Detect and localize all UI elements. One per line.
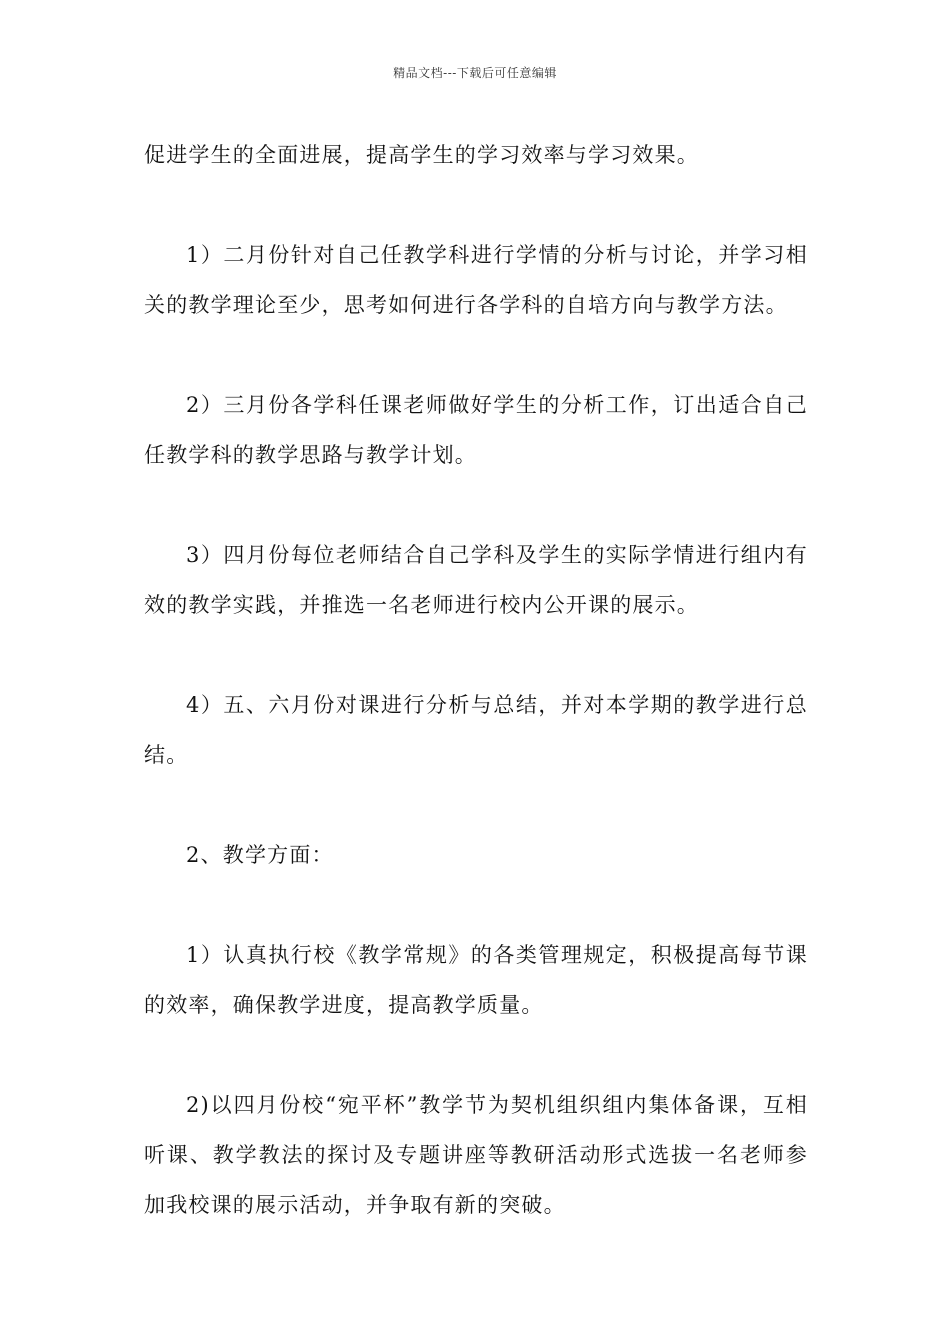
paragraph-item-3: 3）四月份每位老师结合自己学科及学生的实际学情进行组内有效的教学实践，并推选一名老师进行校内公开课的展示。 [144,543,808,617]
paragraph-intro: 促进学生的全面进展，提高学生的学习效率与学习效果。 [144,143,699,167]
paragraph-item-1: 1）二月份针对自己任教学科进行学情的分析与讨论，并学习相关的教学理论至少，思考如何进行各学科的自培方向与教学方法。 [144,243,808,317]
paragraph-teaching-1: 1）认真执行校《教学常规》的各类管理规定，积极提高每节课的效率，确保教学进度，提高教学质量。 [144,943,808,1017]
paragraph-teaching-2: 2)以四月份校“宛平杯”教学节为契机组织组内集体备课，互相听课、教学教法的探讨及专题讲座等教研活动形式选拔一名老师参加我校课的展示活动，并争取有新的突破。 [144,1093,808,1217]
paragraph-gap [144,480,808,530]
paragraph-item-4: 4）五、六月份对课进行分析与总结，并对本学期的教学进行总结。 [144,693,808,767]
paragraph-item-2: 2）三月份各学科任课老师做好学生的分析工作，订出适合自己任教学科的教学思路与教学计划。 [144,393,808,467]
paragraph-gap [144,180,808,230]
paragraph-gap [144,330,808,380]
paragraph-gap [144,630,808,680]
paragraph-gap [144,780,808,830]
page-header: 精品文档---下载后可任意编辑 [393,66,557,80]
document-body [144,130,808,1230]
paragraph-gap [144,880,808,930]
section-heading-teaching: 2、教学方面： [186,843,334,867]
paragraph-gap [144,1030,808,1080]
